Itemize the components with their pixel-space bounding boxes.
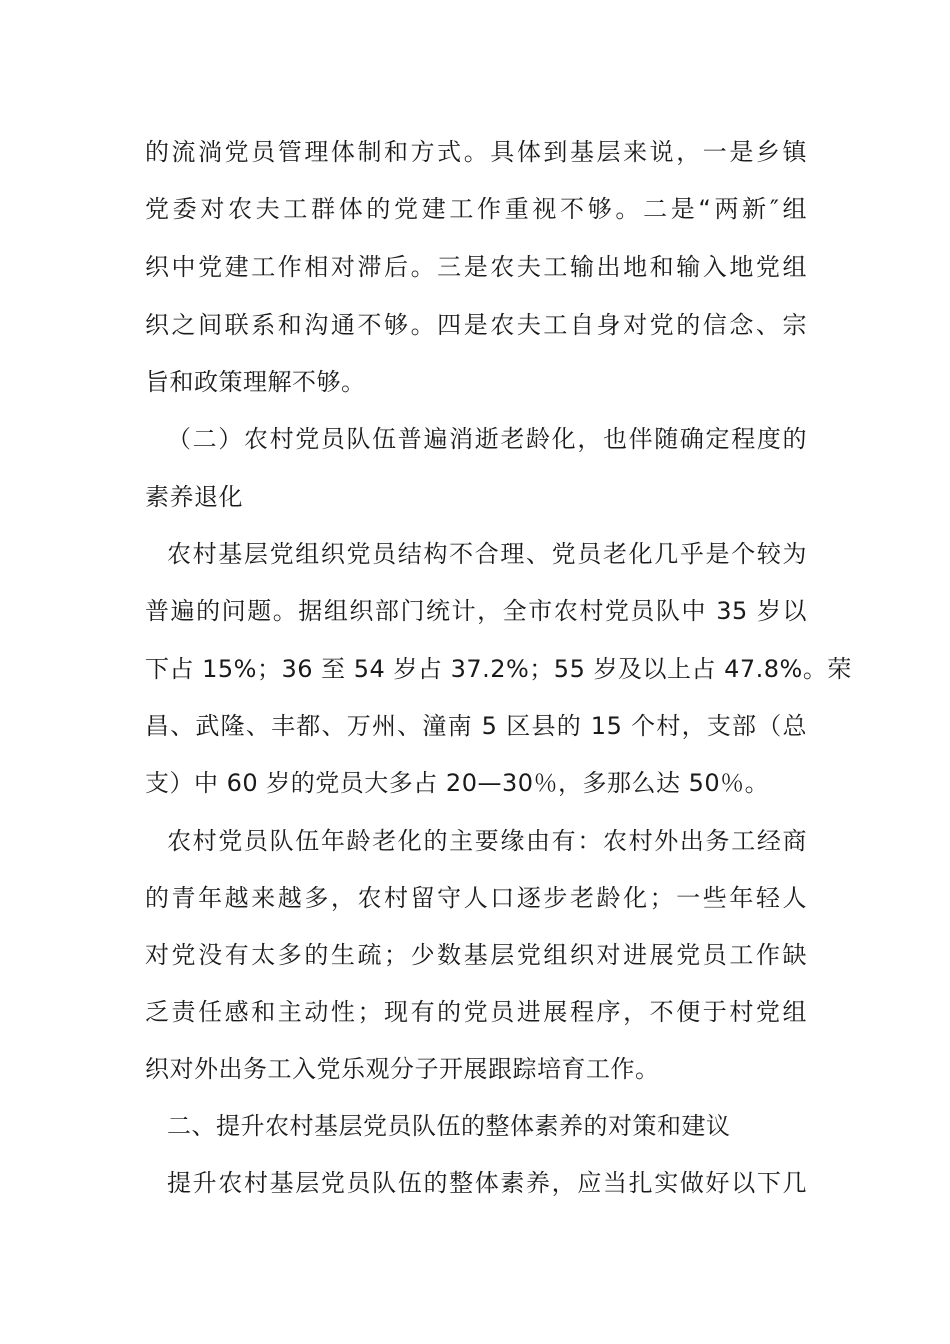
text-line-1: 的流淌党员管理体制和方式。具体到基层来说，一是乡镇 — [145, 138, 807, 166]
text-line-15: 对党没有太多的生疏；少数基层党组织对进展党员工作缺 — [145, 941, 807, 969]
text-line-12: 支）中 60 岁的党员大多占 20—30％，多那么达 50％。 — [145, 769, 770, 797]
text-line-4: 织之间联系和沟通不够。四是农夫工自身对党的信念、宗 — [145, 311, 807, 339]
text-line-10: 下占 15%；36 至 54 岁占 37.2%；55 岁及以上占 47.8%。荣 — [145, 655, 852, 683]
text-line-11: 昌、武隆、丰都、万州、潼南 5 区县的 15 个村，支部（总 — [145, 712, 807, 740]
text-line-17: 织对外出务工入党乐观分子开展跟踪培育工作。 — [145, 1055, 660, 1083]
text-line-3: 织中党建工作相对滞后。三是农夫工输出地和输入地党组 — [145, 253, 807, 281]
section-heading-two: 二、提升农村基层党员队伍的整体素养的对策和建议 — [167, 1112, 731, 1140]
text-line-9: 普遍的问题。据组织部门统计，全市农村党员队中 35 岁以 — [145, 597, 807, 625]
text-line-13: 农村党员队伍年龄老化的主要缘由有：农村外出务工经商 — [167, 827, 807, 855]
text-line-14: 的青年越来越多，农村留守人口逐步老龄化；一些年轻人 — [145, 884, 807, 912]
text-line-19: 提升农村基层党员队伍的整体素养，应当扎实做好以下几 — [167, 1169, 807, 1197]
text-line-5: 旨和政策理解不够。 — [145, 368, 366, 396]
text-line-2: 党委对农夫工群体的党建工作重视不够。二是“两新″组 — [145, 195, 807, 223]
section-heading-2-line-2: 素养退化 — [145, 483, 243, 511]
text-line-8: 农村基层党组织党员结构不合理、党员老化几乎是个较为 — [167, 540, 807, 568]
text-line-16: 乏责任感和主动性；现有的党员进展程序，不便于村党组 — [145, 998, 807, 1026]
section-heading-2-line-1: （二）农村党员队伍普遍消逝老龄化，也伴随确定程度的 — [167, 425, 807, 453]
